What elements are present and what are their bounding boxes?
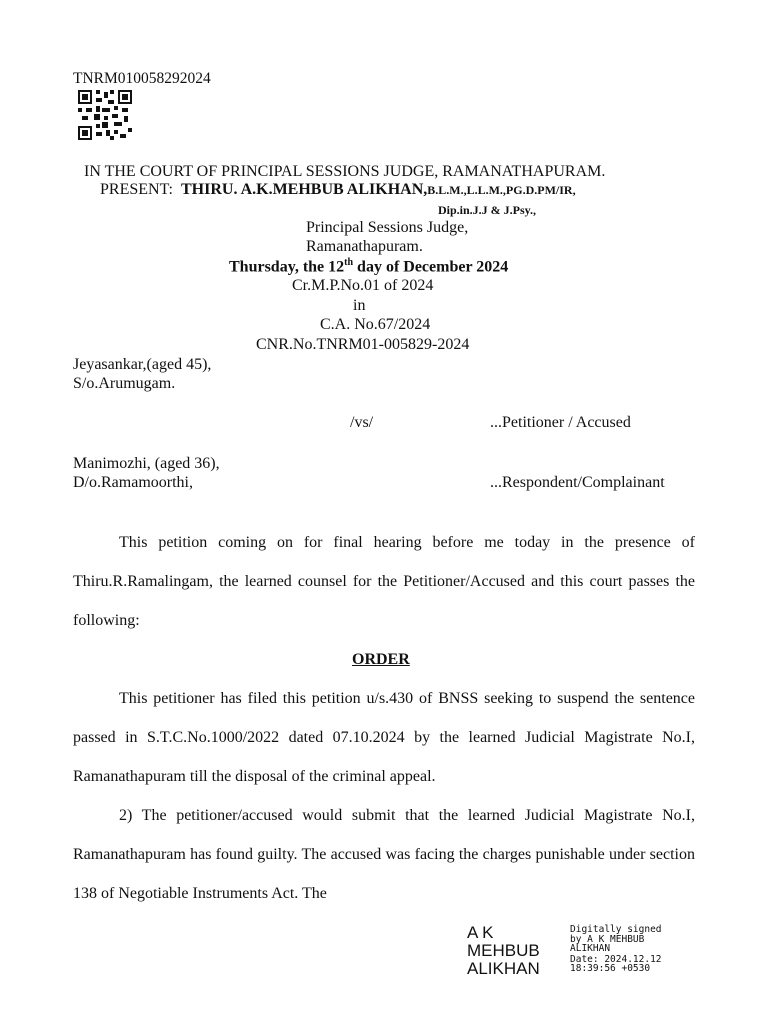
case-number-appeal: C.A. No.67/2024 — [320, 316, 431, 333]
present-line — [100, 181, 576, 199]
order-paragraph-1: This petitioner has filed this petition u/s.430 of BNSS seeking to suspend the sentence passed in S.T.C.No.1000/2022 dated 07.10.2024 by the learned Judicial Magistrate No.I, Ramanathapuram till the disposal of the criminal appeal. — [73, 690, 695, 785]
signature-name-line-2: MEHBUB — [467, 941, 540, 960]
court-heading: IN THE COURT OF PRINCIPAL SESSIONS JUDGE, RAMANATHAPURAM. — [84, 163, 606, 180]
digital-signature-details — [570, 925, 662, 974]
case-number-petition: Cr.M.P.No.01 of 2024 — [292, 277, 434, 294]
case-in: in — [353, 297, 366, 314]
petitioner-role: ...Petitioner / Accused — [490, 414, 631, 431]
date-superscript: th — [344, 257, 354, 268]
judge-qualifications-continued: Dip.in.J.J & J.Psy., — [438, 203, 537, 217]
respondent-parent: D/o.Ramamoorthi, — [73, 474, 193, 491]
signature-date: Date: 2024.12.12 — [570, 953, 662, 965]
signature-name-line-3: ALIKHAN — [467, 959, 540, 978]
signature-detail-line-1: Digitally signed — [570, 924, 662, 935]
present-label: PRESENT: — [100, 181, 173, 198]
intro-paragraph: This petition coming on for final hearing before me today in the presence of Thiru.R.Ramalingam, the learned counsel for the Petitioner/Accused and this court passes the following: — [73, 534, 695, 629]
date-suffix: day of December 2024 — [353, 258, 509, 276]
judge-name: THIRU. A.K.MEHBUB ALIKHAN, — [181, 181, 428, 198]
signature-name-line-1: A K — [467, 923, 494, 942]
signature-time: 18:39:56 +0530 — [570, 963, 651, 974]
respondent-role: ...Respondent/Complainant — [490, 474, 665, 491]
judge-designation: Principal Sessions Judge, — [306, 219, 469, 236]
signature-detail-line-3: ALIKHAN — [570, 943, 611, 954]
order-heading: ORDER — [352, 651, 410, 668]
cnr-number: CNR.No.TNRM01-005829-2024 — [256, 336, 470, 353]
petitioner-parent: S/o.Arumugam. — [73, 375, 176, 392]
judge-qualifications: B.L.M.,L.L.M.,PG.D.PM/IR, — [427, 183, 576, 197]
order-paragraph-2: 2) The petitioner/accused would submit that the learned Judicial Magistrate No.I, Ramanathapuram has found guilty. The accused was facing the charges punishable under section 138 of Negotiable Instruments Act. The — [73, 807, 695, 902]
signature-detail-line-2: by A K MEHBUB — [570, 933, 645, 945]
respondent-name: Manimozhi, (aged 36), — [73, 455, 220, 472]
versus-label: /vs/ — [350, 414, 374, 431]
document-id: TNRM010058292024 — [73, 70, 211, 87]
petitioner-name: Jeyasankar,(aged 45), — [73, 356, 212, 373]
hearing-date — [229, 257, 508, 276]
qr-code-icon — [78, 90, 132, 140]
digital-signature-name — [467, 924, 540, 978]
date-prefix: Thursday, the 12 — [229, 258, 345, 276]
judge-place: Ramanathapuram. — [306, 238, 423, 255]
